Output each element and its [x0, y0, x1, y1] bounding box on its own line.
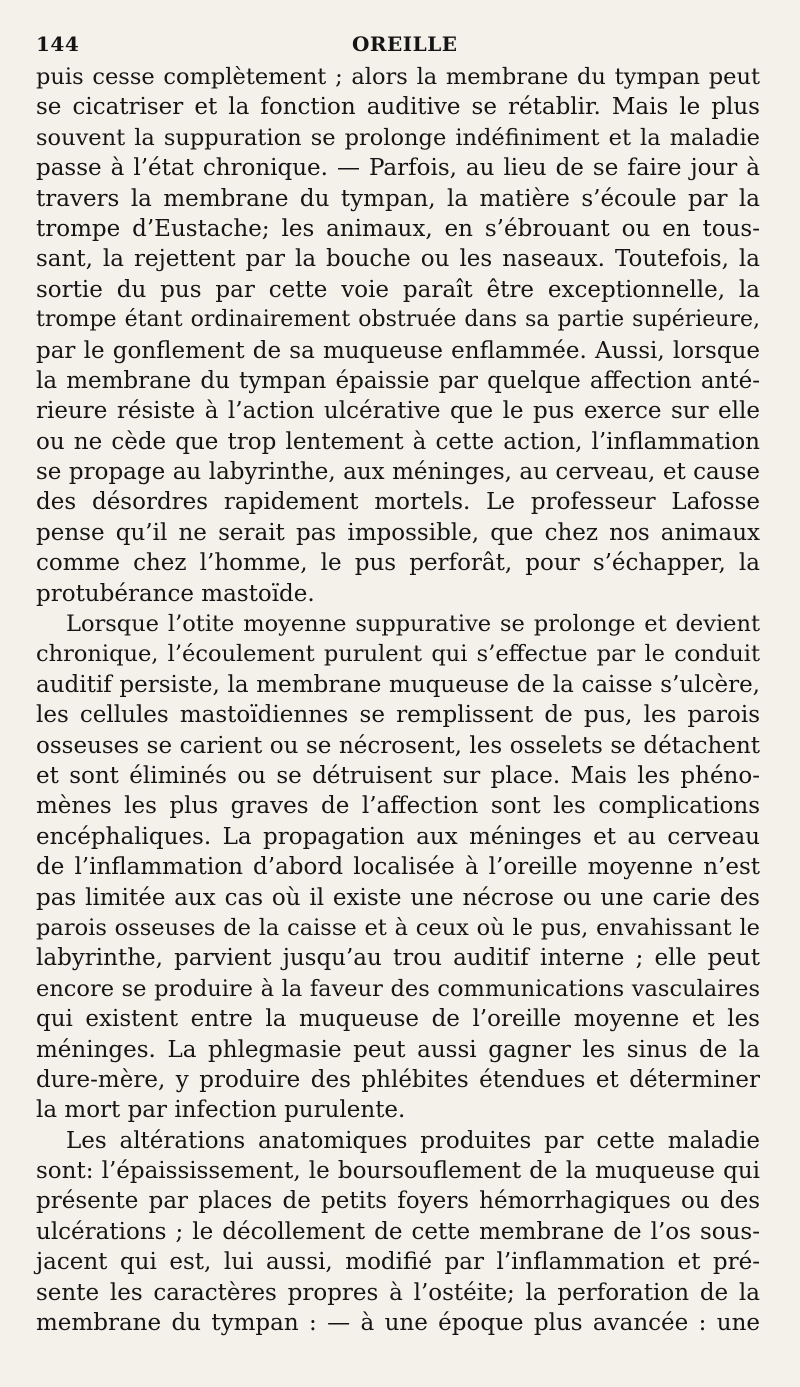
line-text: chronique, l’écoulement purulent qui s’effectue par le conduit: [36, 641, 760, 668]
line-text: de l’inflammation d’abord localisée à l’oreille moyenne n’est: [36, 854, 760, 881]
text-line: [36, 214, 760, 244]
line-text: comme chez l’homme, le pus perforât, pour s’échapper, la: [36, 550, 760, 577]
text-line: [36, 913, 760, 943]
line-text: parois osseuses de la caisse et à ceux où le pus, envahissant le: [36, 914, 760, 941]
text-line: [36, 1156, 760, 1186]
text-line: [36, 1217, 760, 1247]
line-text: la membrane du tympan épaissie par quelque affection anté-: [36, 367, 760, 394]
text-line: [36, 1247, 760, 1277]
line-text: mènes les plus graves de l’affection sont les complications: [36, 793, 760, 820]
text-line: [36, 639, 760, 669]
text-line: [36, 153, 760, 183]
line-text: sortie du pus par cette voie paraît être exceptionnelle, la: [36, 276, 760, 303]
text-line: [36, 700, 760, 730]
text-line: [36, 62, 760, 92]
text-line: [36, 336, 760, 366]
line-text: labyrinthe, parvient jusqu’au trou auditif interne ; elle peut: [36, 945, 760, 972]
line-text: des désordres rapidement mortels. Le professeur Lafosse: [36, 489, 760, 516]
line-text: ou ne cède que trop lentement à cette action, l’inflammation: [36, 428, 760, 455]
text-line: [36, 548, 760, 578]
line-text: membrane du tympan : — à une époque plus avancée : une: [36, 1310, 760, 1337]
line-text: Les altérations anatomiques produites par cette maladie: [66, 1127, 760, 1154]
text-line: [36, 396, 760, 426]
line-text: osseuses se carient ou se nécrosent, les osselets se détachent: [36, 732, 760, 759]
text-line: [36, 92, 760, 122]
text-line: [36, 1308, 760, 1338]
text-line: [36, 1065, 760, 1095]
text-line: [36, 123, 760, 153]
line-text: dure-mère, y produire des phlébites étendues et déterminer: [36, 1066, 760, 1093]
text-line: [36, 1186, 760, 1216]
line-text: trompe étant ordinairement obstruée dans sa partie supérieure,: [36, 307, 760, 333]
text-line: [36, 184, 760, 214]
line-text: se cicatriser et la fonction auditive se rétablir. Mais le plus: [36, 94, 760, 121]
text-line: [36, 487, 760, 517]
book-page: [36, 26, 760, 1338]
text-line: [36, 457, 760, 487]
line-text: présente par places de petits foyers hémorrhagiques ou des: [36, 1188, 760, 1215]
text-line: [36, 731, 760, 761]
text-line: [36, 883, 760, 913]
line-text: pense qu’il ne serait pas impossible, que chez nos animaux: [36, 519, 760, 546]
text-line: [36, 943, 760, 973]
line-text: rieure résiste à l’action ulcérative que le pus exerce sur elle: [36, 398, 760, 425]
line-text: sont: l’épaississement, le boursouflement de la muqueuse qui: [36, 1158, 760, 1185]
line-text: et sont éliminés ou se détruisent sur place. Mais les phéno-: [36, 762, 760, 789]
text-line: [36, 670, 760, 700]
text-line: [36, 974, 760, 1004]
line-text: se propage au labyrinthe, aux méninges, au cerveau, et cause: [36, 459, 760, 486]
text-line: [36, 852, 760, 882]
paragraph-first-line: [36, 609, 760, 639]
body-text: [36, 62, 760, 1338]
line-text: travers la membrane du tympan, la matière s’écoule par la: [36, 185, 760, 212]
line-text: trompe d’Eustache; les animaux, en s’ébrouant ou en tous-: [36, 215, 760, 242]
line-text: Lorsque l’otite moyenne suppurative se prolonge et devient: [66, 611, 760, 638]
line-text: méninges. La phlegmasie peut aussi gagner les sinus de la: [36, 1036, 760, 1063]
line-text: jacent qui est, lui aussi, modifié par l’inflammation et pré-: [36, 1249, 760, 1276]
text-line: [36, 791, 760, 821]
page-header: [36, 26, 760, 62]
text-line: [36, 305, 760, 335]
line-text: les cellules mastoïdiennes se remplissent de pus, les parois: [36, 702, 760, 729]
line-text: sant, la rejettent par la bouche ou les naseaux. Toutefois, la: [36, 246, 760, 273]
line-text: auditif persiste, la membrane muqueuse de la caisse s’ulcère,: [36, 671, 760, 698]
text-line: [36, 1004, 760, 1034]
line-text: puis cesse complètement ; alors la membrane du tympan peut: [36, 64, 760, 90]
text-line: [36, 579, 760, 609]
paragraph-first-line: [36, 1126, 760, 1156]
line-text: la mort par infection purulente.: [36, 1097, 406, 1124]
text-line: [36, 1035, 760, 1065]
line-text: sente les caractères propres à l’ostéite; la perforation de la: [36, 1279, 760, 1306]
line-text: pas limitée aux cas où il existe une nécrose ou une carie des: [36, 884, 760, 911]
line-text: qui existent entre la muqueuse de l’oreille moyenne et les: [36, 1006, 760, 1033]
text-line: [36, 244, 760, 274]
line-text: encéphaliques. La propagation aux méninges et au cerveau: [36, 823, 760, 850]
line-text: souvent la suppuration se prolonge indéfiniment et la maladie: [36, 124, 760, 151]
text-line: [36, 427, 760, 457]
line-text: par le gonflement de sa muqueuse enflammée. Aussi, lorsque: [36, 337, 760, 364]
text-line: [36, 761, 760, 791]
line-text: passe à l’état chronique. — Parfois, au lieu de se faire jour à: [36, 155, 760, 182]
line-text: ulcérations ; le décollement de cette membrane de l’os sous-: [36, 1218, 760, 1245]
text-line: [36, 1278, 760, 1308]
text-line: [36, 1095, 760, 1125]
text-line: [36, 518, 760, 548]
text-line: [36, 275, 760, 305]
text-line: [36, 366, 760, 396]
text-line: [36, 822, 760, 852]
line-text: encore se produire à la faveur des communications vasculaires: [36, 975, 760, 1002]
page-number: 144: [36, 32, 80, 56]
running-title: OREILLE: [352, 32, 458, 56]
line-text: protubérance mastoïde.: [36, 580, 315, 607]
